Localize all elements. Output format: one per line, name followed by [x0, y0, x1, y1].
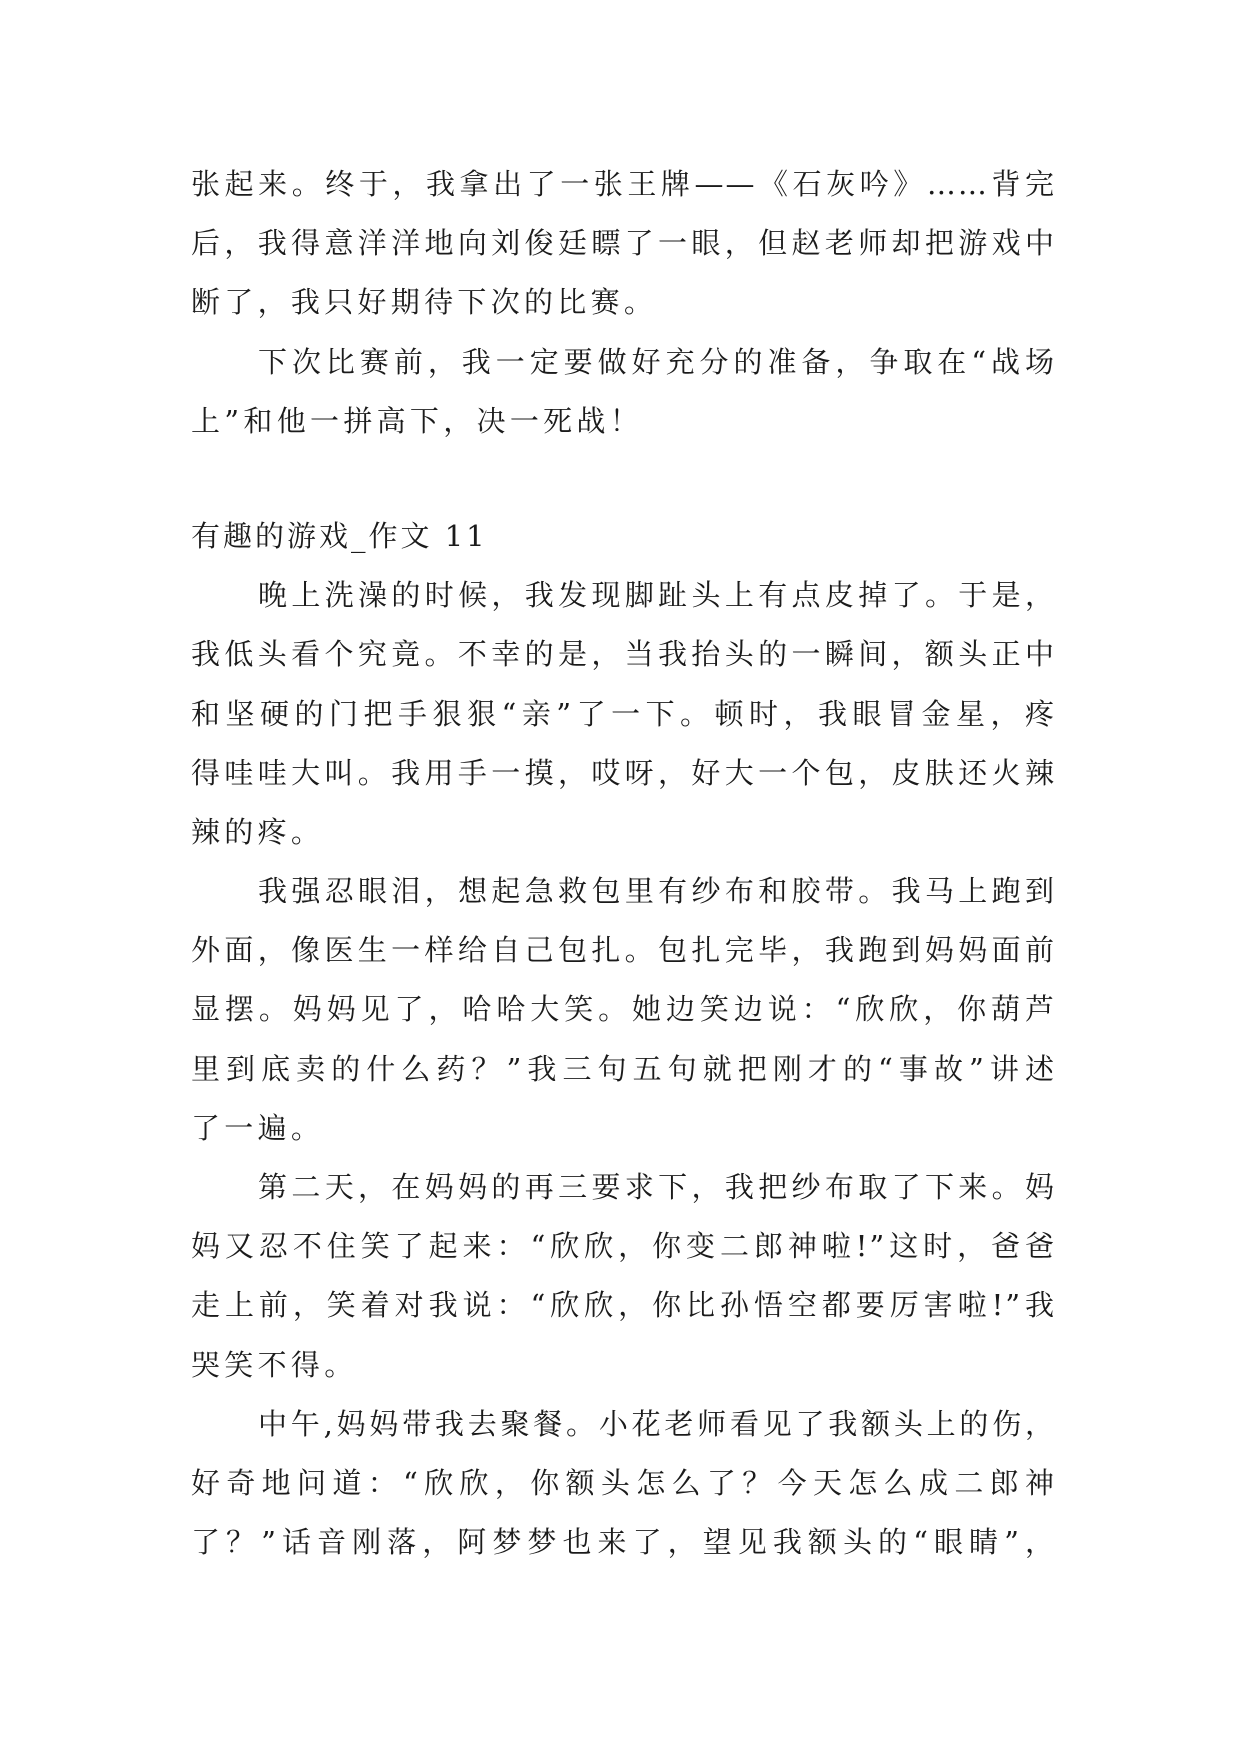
text-line: 我低头看个究竟。不幸的是，当我抬头的一瞬间，额头正中	[191, 637, 1056, 672]
paragraph	[191, 862, 1056, 1158]
text-line: 第二天，在妈妈的再三要求下，我把纱布取了下来。妈	[258, 1170, 1056, 1204]
text-line: 里到底卖的什么药？”我三句五句就把刚才的“事故”讲述	[191, 1051, 1056, 1086]
text-line: 走上前，笑着对我说：“欣欣，你比孙悟空都要厉害啦!”我	[191, 1288, 1056, 1323]
text-line: 晚上洗澡的时候，我发现脚趾头上有点皮掉了。于是，	[258, 578, 1056, 613]
text-line: 显摆。妈妈见了，哈哈大笑。她边笑边说：“欣欣，你葫芦	[191, 992, 1056, 1027]
text-line: 得哇哇大叫。我用手一摸，哎呀，好大一个包，皮肤还火辣	[191, 755, 1056, 790]
essay-title: 有趣的游戏_作文 11	[191, 518, 488, 553]
paragraph	[191, 566, 1056, 862]
paragraph	[191, 333, 1056, 451]
text-line: 后，我得意洋洋地向刘俊廷瞟了一眼，但赵老师却把游戏中	[191, 226, 1056, 261]
paragraph	[191, 1395, 1056, 1573]
text-line: 断了，我只好期待下次的比赛。	[191, 285, 658, 320]
text-line: 辣的疼。	[191, 814, 325, 849]
text-line: 外面，像医生一样给自己包扎。包扎完毕，我跑到妈妈面前	[191, 933, 1056, 968]
text-line: 了一遍。	[191, 1110, 325, 1145]
text-line: 和坚硬的门把手狠狠“亲”了一下。顿时，我眼冒金星，疼	[191, 696, 1056, 731]
text-line: 下次比赛前，我一定要做好充分的准备，争取在“战场	[258, 344, 1056, 379]
essay-section	[191, 507, 1056, 1572]
text-line: 哭笑不得。	[191, 1347, 358, 1382]
text-line: 中午,妈妈带我去聚餐。小花老师看见了我额头上的伤，	[258, 1406, 1056, 1441]
paragraph	[191, 155, 1056, 333]
document-body	[191, 155, 1056, 1572]
text-line: 好奇地问道：“欣欣，你额头怎么了？今天怎么成二郎神	[191, 1465, 1056, 1500]
text-line: 妈又忍不住笑了起来：“欣欣，你变二郎神啦!”这时，爸爸	[191, 1229, 1056, 1264]
continued-section	[191, 155, 1056, 451]
paragraph	[191, 1158, 1056, 1395]
text-line: 了？”话音刚落，阿梦梦也来了，望见我额头的“眼睛”，	[191, 1525, 1056, 1560]
text-line: 上”和他一拼高下，决一死战！	[191, 403, 644, 438]
text-line: 我强忍眼泪，想起急救包里有纱布和胶带。我马上跑到	[258, 874, 1056, 909]
text-line: 张起来。终于，我拿出了一张王牌——《石灰吟》……背完	[191, 167, 1056, 201]
